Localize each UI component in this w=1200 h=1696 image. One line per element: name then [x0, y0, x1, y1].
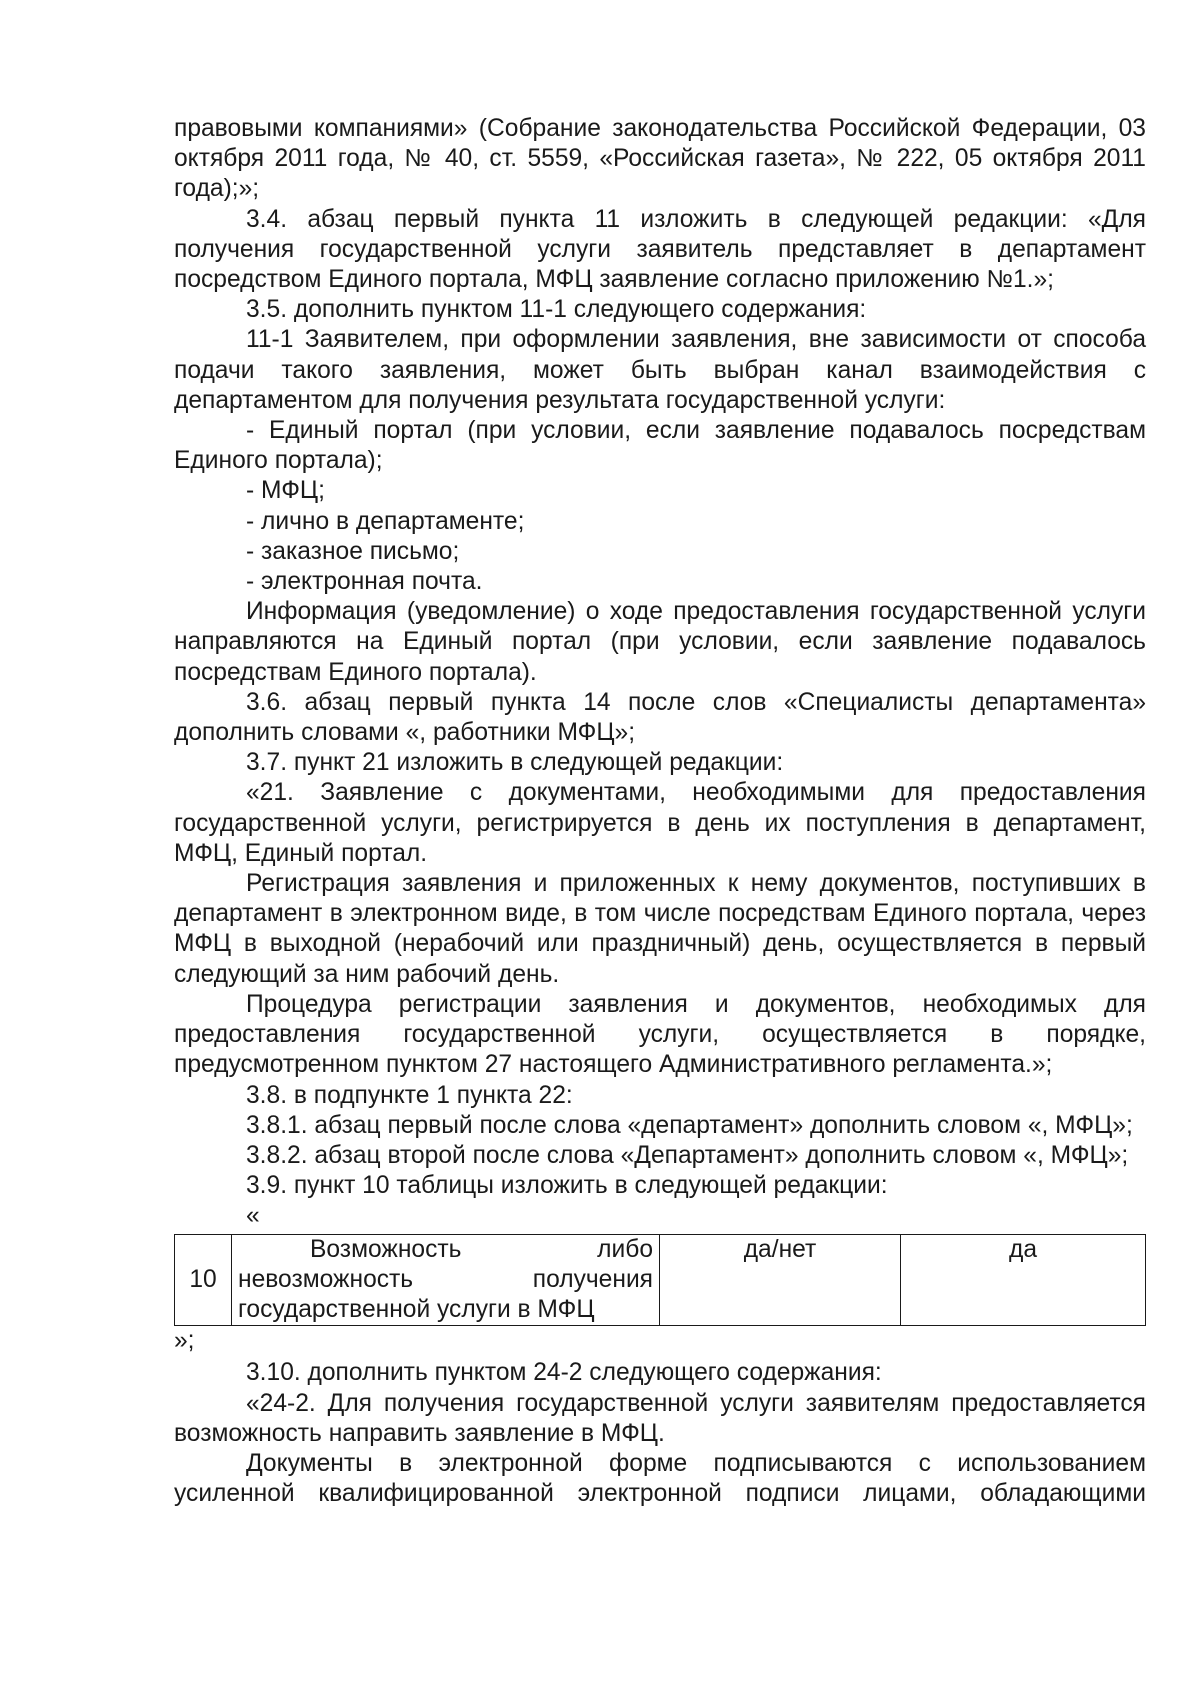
- table-cell-yes-no: да/нет: [660, 1234, 901, 1326]
- amendment-table: [174, 1234, 1146, 1327]
- paragraph: Регистрация заявления и приложенных к нему документов, поступивших в департамент в электронном виде, в том числе посредствам Единого портала, через МФЦ в выходной (нерабочий или праздничный) день, осуществляется в первый следующий за ним рабочий день.: [174, 870, 1146, 988]
- list-item: - заказное письмо;: [246, 537, 460, 565]
- paragraph: 3.8.2. абзац второй после слова «Департамент» дополнить словом «, МФЦ»;: [246, 1141, 1129, 1169]
- paragraph: 3.8. в подпункте 1 пункта 22:: [246, 1081, 573, 1109]
- table-row: [175, 1234, 1146, 1326]
- paragraph: 3.8.1. абзац первый после слова «департамент» дополнить словом «, МФЦ»;: [246, 1111, 1133, 1139]
- paragraph: 3.9. пункт 10 таблицы изложить в следующей редакции:: [246, 1172, 888, 1200]
- list-item: - Единый портал (при условии, если заявление подавалось посредствам Единого портала);: [174, 417, 1146, 475]
- paragraph: 3.10. дополнить пунктом 24-2 следующего содержания:: [246, 1359, 882, 1387]
- quote-open-mark: «: [246, 1202, 260, 1230]
- paragraph: «24-2. Для получения государственной услуги заявителям предоставляется возможность направить заявление в МФЦ.: [174, 1389, 1146, 1447]
- quote-close-mark: »;: [174, 1327, 195, 1355]
- paragraph: Процедура регистрации заявления и документов, необходимых для предоставления государственной услуги, осуществляется в порядке, предусмотренном пунктом 27 настоящего Административного регламента.»;: [174, 990, 1146, 1079]
- table-cell-name-rest: невозможность получения государственной услуги в МФЦ: [238, 1265, 653, 1323]
- paragraph: Информация (уведомление) о ходе предоставления государственной услуги направляются на Единый портал (при условии, если заявление подавалось посредствам Единого портала).: [174, 598, 1146, 686]
- paragraph: 3.5. дополнить пунктом 11-1 следующего содержания:: [246, 296, 867, 324]
- list-item: - лично в департаменте;: [246, 507, 525, 535]
- paragraphs-after: [174, 1358, 1146, 1509]
- paragraph: 3.7. пункт 21 изложить в следующей редакции:: [246, 749, 784, 777]
- paragraph: Документы в электронной форме подписываются с использованием усиленной квалифицированной электронной подписи лицами, обладающими: [174, 1449, 1146, 1508]
- paragraph: 3.4. абзац первый пункта 11 изложить в следующей редакции: «Для получения государственной услуги заявитель представляет в департамент посредством Единого портала, МФЦ заявление согласно приложению №1.»;: [174, 205, 1146, 294]
- document-page: [174, 114, 1146, 1509]
- paragraph: 11-1 Заявителем, при оформлении заявления, вне зависимости от способа подачи такого заявления, может быть выбран канал взаимодействия с департаментом для получения результата государственной услуги:: [174, 326, 1146, 414]
- table-cell-number: 10: [175, 1234, 232, 1326]
- paragraph: «21. Заявление с документами, необходимыми для предоставления государственной услуги, регистрируется в день их поступления в департамент, МФЦ, Единый портал.: [174, 779, 1146, 867]
- table-cell-name-first: Возможность либо: [310, 1235, 653, 1263]
- table-cell-value: да: [901, 1234, 1146, 1326]
- table-cell-name: [232, 1234, 660, 1326]
- list-item: - электронная почта.: [246, 568, 483, 596]
- paragraph: 3.6. абзац первый пункта 14 после слов «Специалисты департамента» дополнить словами «, работники МФЦ»;: [174, 688, 1146, 747]
- paragraphs-before: [174, 114, 1146, 1201]
- list-item: - МФЦ;: [246, 477, 325, 505]
- paragraph: правовыми компаниями» (Собрание законодательства Российской Федерации, 03 октября 2011 года, № 40, ст. 5559, «Российская газета», № 222, 05 октября 2011 года);»;: [174, 115, 1146, 203]
